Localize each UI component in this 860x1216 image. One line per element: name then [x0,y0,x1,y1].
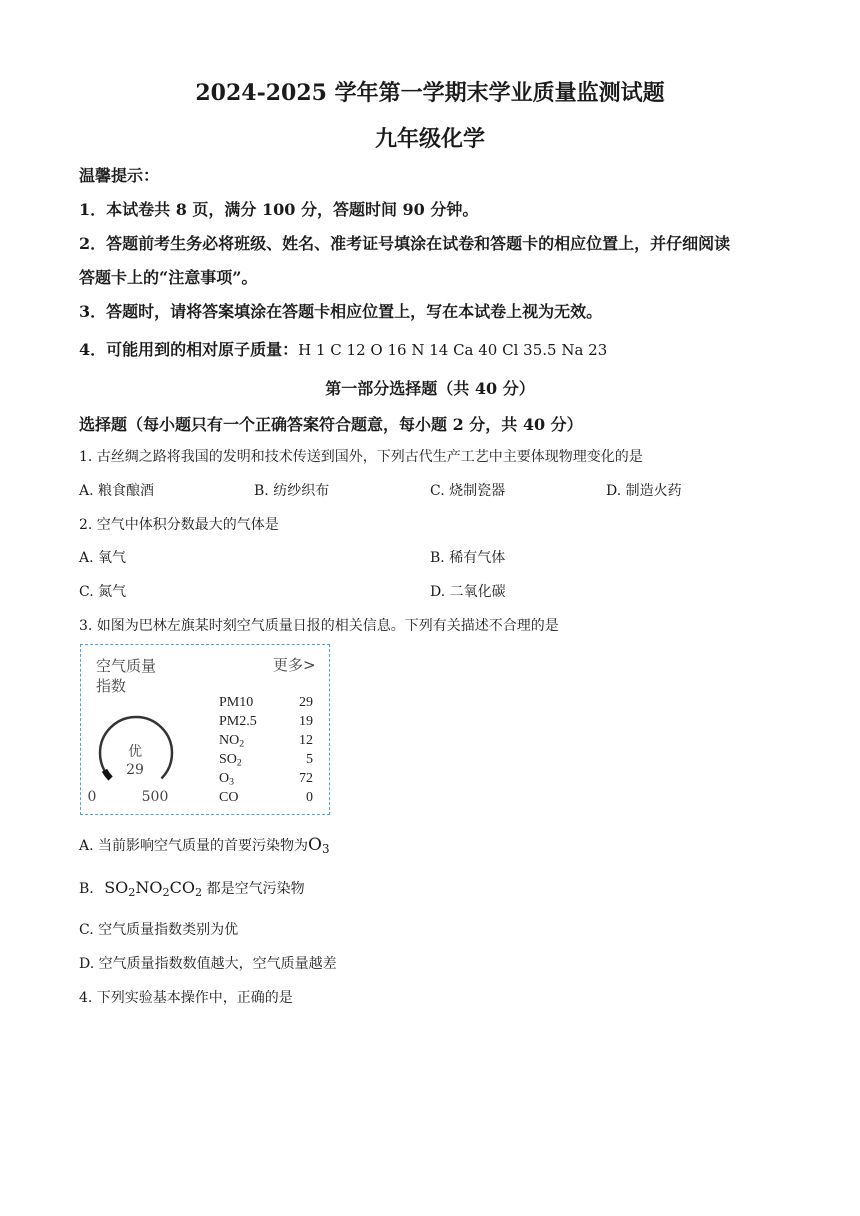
tip-4-label: 4．可能用到的相对原子质量： [79,340,299,359]
question-2-option-a: A. 氧气 [79,550,127,566]
question-3-option-b [79,878,305,898]
atomic-masses: H 1 C 12 O 16 N 14 Ca 40 Cl 35.5 Na 23 [298,341,608,359]
question-1-option-b: B. 纺纱织布 [254,483,330,499]
pollutant-name: CO [219,790,239,805]
tip-2-line-2: 答题卡上的“注意事项”。 [79,268,258,287]
ozone-formula: $O_3$ [308,835,330,856]
tip-4 [79,337,607,360]
question-4-stem: 4. 下列实验基本操作中，正确的是 [79,990,293,1006]
question-2-option-b: B. 稀有气体 [430,550,506,566]
exam-title: 2024-2025 学年第一学期末学业质量监测试题 [195,80,665,106]
tip-2-line-1: 2．答题前考生务必将班级、姓名、准考证号填涂在试卷和答题卡的相应位置上，并仔细阅读 [79,234,731,253]
aqi-title-line-1: 空气质量 [96,657,157,675]
question-1-option-d: D. 制造火药 [606,483,682,499]
pollutant-name: PM10 [219,695,254,710]
pollutant-value: 0 [306,790,313,805]
option-a-text: A. 当前影响空气质量的首要污染物为 [79,838,309,854]
pollutant-name: PM2.5 [219,714,257,729]
air-quality-card [80,644,330,815]
question-3-option-a [79,835,330,855]
gauge-max: 500 [141,789,169,805]
option-b-prefix: B. [79,881,94,897]
question-2-option-c: C. 氮气 [79,584,127,600]
question-1-stem: 1. 古丝绸之路将我国的发明和技术传送到国外，下列古代生产工艺中主要体现物理变化的是 [79,449,643,465]
tips-heading: 温馨提示： [79,166,160,185]
aqi-value: 29 [126,762,144,778]
tip-3: 3．答题时，请将答案填涂在答题卡相应位置上，写在本试卷上视为无效。 [79,302,603,321]
pollutant-name: $NO_2$ [219,733,245,750]
question-3-stem: 3. 如图为巴林左旗某时刻空气质量日报的相关信息。下列有关描述不合理的是 [79,618,559,634]
more-link[interactable]: 更多> [273,656,316,674]
gauge-min: 0 [87,789,97,805]
pollutant-value: 72 [299,771,313,786]
option-b-text: 都是空气污染物 [206,881,305,897]
question-2-option-d: D. 二氧化碳 [430,584,506,600]
pollutant-name: $SO_2$ [219,752,242,769]
pollutant-value: 29 [299,695,313,710]
section-instruction: 选择题（每小题只有一个正确答案符合题意，每小题 2 分，共 40 分） [79,415,583,434]
question-1-option-c: C. 烧制瓷器 [430,483,506,499]
aqi-level: 优 [128,744,142,760]
pollutant-value: 5 [306,752,313,767]
question-1-option-a: A. 粮食酿酒 [79,483,155,499]
section-heading: 第一部分选择题（共 40 分） [325,379,535,398]
question-3-option-c: C. 空气质量指数类别为优 [79,922,239,938]
pollutant-value: 12 [299,733,313,748]
tip-1: 1．本试卷共 8 页，满分 100 分，答题时间 90 分钟。 [79,200,479,219]
question-3-option-d: D. 空气质量指数数值越大，空气质量越差 [79,956,337,972]
pollutant-value: 19 [299,714,313,729]
pollutant-name: $O_3$ [219,771,235,788]
pollutant-formulas: $SO_2NO_2CO_2$ [104,878,203,899]
question-2-stem: 2. 空气中体积分数最大的气体是 [79,517,279,533]
exam-subtitle: 九年级化学 [374,126,485,152]
aqi-title-line-2: 指数 [96,677,127,695]
